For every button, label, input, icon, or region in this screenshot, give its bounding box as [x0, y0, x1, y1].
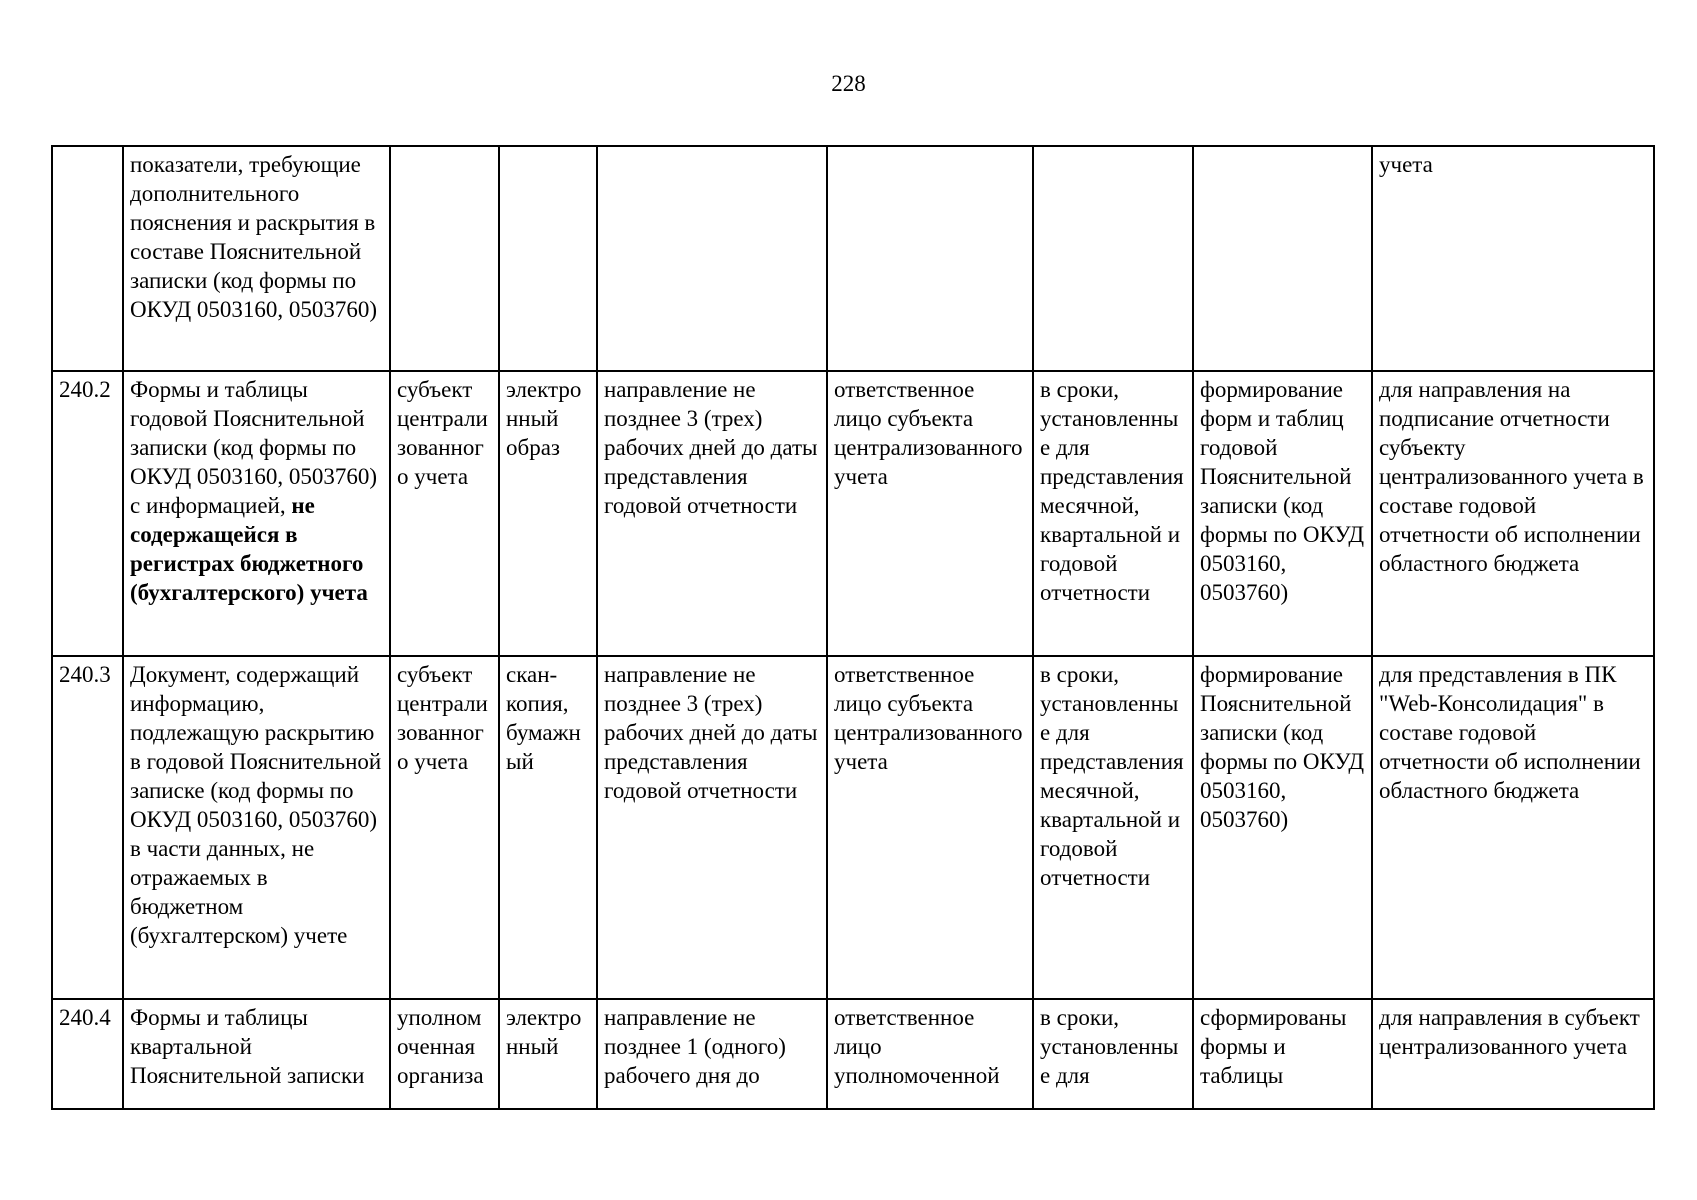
- purpose-cell: для направления в субъект централизованного учета: [1372, 999, 1654, 1109]
- row-number-cell: 240.3: [52, 656, 123, 999]
- document-name-cell: Формы и таблицы квартальной Пояснительной записки: [123, 999, 390, 1109]
- period-cell: [1033, 146, 1193, 371]
- provider-cell: уполномоченная организа: [390, 999, 499, 1109]
- deadline-cell: направление не позднее 1 (одного) рабочего дня до: [597, 999, 827, 1109]
- responsible-cell: ответственное лицо уполномоченной: [827, 999, 1033, 1109]
- action-cell: формирование форм и таблиц годовой Пояснительной записки (код формы по ОКУД 0503160, 0503760): [1193, 371, 1372, 656]
- period-cell: в сроки, установленные для представления месячной, квартальной и годовой отчетности: [1033, 656, 1193, 999]
- deadline-cell: направление не позднее 3 (трех) рабочих дней до даты представления годовой отчетности: [597, 656, 827, 999]
- format-cell: электронный образ: [499, 371, 597, 656]
- provider-cell: субъект централизованного учета: [390, 371, 499, 656]
- purpose-cell: для представления в ПК "Web-Консолидация" в составе годовой отчетности об исполнении областного бюджета: [1372, 656, 1654, 999]
- page-number: 228: [831, 71, 866, 96]
- row-number-cell: 240.4: [52, 999, 123, 1109]
- responsible-cell: ответственное лицо субъекта централизованного учета: [827, 371, 1033, 656]
- purpose-cell: учета: [1372, 146, 1654, 371]
- table-row: [52, 656, 1654, 999]
- provider-cell: субъект централизованного учета: [390, 656, 499, 999]
- period-cell: в сроки, установленные для: [1033, 999, 1193, 1109]
- deadline-cell: [597, 146, 827, 371]
- table-row: [52, 146, 1654, 371]
- action-cell: сформированы формы и таблицы: [1193, 999, 1372, 1109]
- document-name-cell: Документ, содержащий информацию, подлежащую раскрытию в годовой Пояснительной записке (код формы по ОКУД 0503160, 0503760) в части данных, не отражаемых в бюджетном (бухгалтерском) учете: [123, 656, 390, 999]
- responsible-cell: ответственное лицо субъекта централизованного учета: [827, 656, 1033, 999]
- action-cell: формирование Пояснительной записки (код формы по ОКУД 0503160, 0503760): [1193, 656, 1372, 999]
- provider-cell: [390, 146, 499, 371]
- document-name-bold-text: не содержащейся в регистрах бюджетного (бухгалтерского) учета: [130, 493, 368, 605]
- responsible-cell: [827, 146, 1033, 371]
- row-number-cell: [52, 146, 123, 371]
- table-row: [52, 999, 1654, 1109]
- format-cell: [499, 146, 597, 371]
- action-cell: [1193, 146, 1372, 371]
- purpose-cell: для направления на подписание отчетности субъекту централизованного учета в составе годовой отчетности об исполнении областного бюджета: [1372, 371, 1654, 656]
- row-number-cell: 240.2: [52, 371, 123, 656]
- document-name-cell: показатели, требующие дополнительного пояснения и раскрытия в составе Пояснительной записки (код формы по ОКУД 0503160, 0503760): [123, 146, 390, 371]
- format-cell: электронный: [499, 999, 597, 1109]
- document-table: [51, 145, 1655, 1110]
- document-name-text: Формы и таблицы годовой Пояснительной записки (код формы по ОКУД 0503160, 0503760) с информацией,: [130, 377, 378, 518]
- table-row: [52, 371, 1654, 656]
- format-cell: скан-копия, бумажный: [499, 656, 597, 999]
- period-cell: в сроки, установленные для представления месячной, квартальной и годовой отчетности: [1033, 371, 1193, 656]
- deadline-cell: направление не позднее 3 (трех) рабочих дней до даты представления годовой отчетности: [597, 371, 827, 656]
- document-name-cell: [123, 371, 390, 656]
